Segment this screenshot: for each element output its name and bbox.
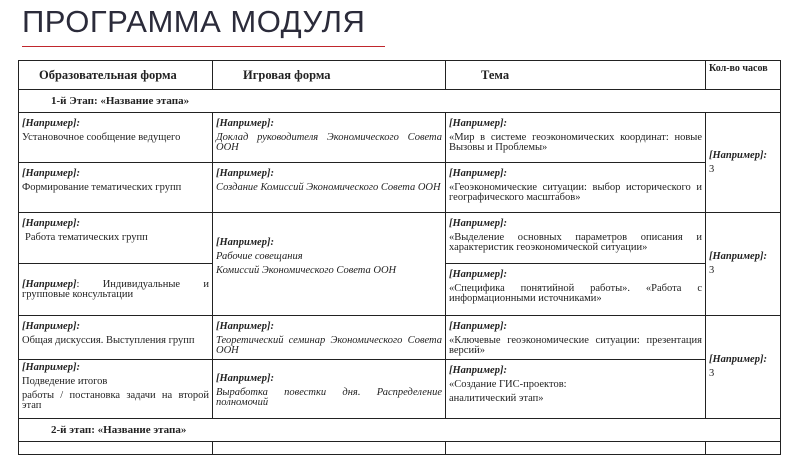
table-row bbox=[19, 316, 781, 360]
hours-cell bbox=[706, 442, 781, 455]
header-game-form: Игровая форма bbox=[213, 61, 446, 90]
title-underline bbox=[22, 46, 385, 47]
edu-cell bbox=[19, 163, 213, 213]
topic-cell bbox=[446, 113, 706, 163]
edu-text: Индивидуальные и групповые консультации bbox=[22, 278, 209, 300]
example-label: [Например]: bbox=[709, 251, 767, 262]
page-title: ПРОГРАММА МОДУЛЯ bbox=[22, 4, 366, 39]
edu-text: Установочное сообщение ведущего bbox=[22, 132, 181, 143]
example-label: [Например]: bbox=[449, 269, 507, 280]
hours-value: 3 bbox=[709, 368, 715, 379]
table-row-empty bbox=[19, 442, 781, 455]
table-row bbox=[19, 163, 781, 213]
edu-text: работы / постановка задачи на второй этап bbox=[22, 390, 209, 411]
table-row bbox=[19, 360, 781, 419]
example-label: [Например]: bbox=[449, 365, 507, 376]
example-label: [Например]: bbox=[22, 118, 80, 129]
hours-cell bbox=[706, 113, 781, 213]
topic-text: «Геоэкономические ситуации: выбор исторического и географического масштабов» bbox=[449, 182, 702, 203]
game-text: Выработка повестки дня. Распределение полномочий bbox=[216, 386, 442, 408]
example-label: [Например]: bbox=[216, 372, 274, 384]
game-cell bbox=[213, 360, 446, 419]
edu-cell bbox=[19, 213, 213, 264]
topic-text: «Выделение основных параметров описания и характеристик геоэкономической ситуации» bbox=[449, 232, 702, 253]
topic-cell bbox=[446, 163, 706, 213]
example-label: [Например]: bbox=[22, 321, 80, 332]
game-text: Теоретический семинар Экономического Совета ООН bbox=[216, 335, 442, 356]
hours-cell bbox=[706, 316, 781, 419]
topic-cell bbox=[446, 360, 706, 419]
game-cell bbox=[213, 213, 446, 316]
stage-row bbox=[19, 419, 781, 442]
game-cell bbox=[213, 316, 446, 360]
edu-text: Подведение итогов bbox=[22, 376, 108, 387]
topic-text: «Создание ГИС-проектов: bbox=[449, 379, 567, 390]
example-label: [Например] bbox=[22, 278, 77, 290]
example-label: [Например]: bbox=[449, 118, 507, 129]
example-label: [Например]: bbox=[216, 236, 274, 248]
hours-cell bbox=[706, 213, 781, 316]
topic-text: аналитический этап» bbox=[449, 393, 544, 404]
example-label: [Например]: bbox=[22, 168, 80, 179]
table-row bbox=[19, 113, 781, 163]
game-cell bbox=[213, 442, 446, 455]
example-label: [Например]: bbox=[216, 118, 274, 129]
table-row bbox=[19, 213, 781, 264]
edu-cell bbox=[19, 316, 213, 360]
edu-cell bbox=[19, 442, 213, 455]
example-label: [Например]: bbox=[216, 168, 274, 179]
edu-text: Формирование тематических групп bbox=[22, 182, 182, 193]
game-cell bbox=[213, 113, 446, 163]
game-text: Создание Комиссий Экономического Совета ООН bbox=[216, 182, 441, 193]
example-label: [Например]: bbox=[22, 362, 80, 373]
edu-text: Общая дискуссия. Выступления групп bbox=[22, 335, 195, 346]
table-header-row bbox=[19, 61, 781, 90]
game-text: Доклад руководителя Экономического Совета ООН bbox=[216, 132, 442, 153]
topic-text: «Мир в системе геоэкономических координат: новые Вызовы и Проблемы» bbox=[449, 132, 702, 153]
edu-cell bbox=[19, 113, 213, 163]
example-label: [Например]: bbox=[449, 168, 507, 179]
header-topic: Тема bbox=[446, 61, 706, 90]
game-cell bbox=[213, 163, 446, 213]
edu-cell: [Например]: Индивидуальные и групповые консультации bbox=[19, 264, 213, 316]
hours-value: 3 bbox=[709, 163, 715, 175]
game-text: Рабочие совещания bbox=[216, 250, 303, 262]
example-label: [Например]: bbox=[709, 149, 767, 161]
topic-text: «Специфика понятийной работы». «Работа с информационными источниками» bbox=[449, 283, 702, 304]
topic-cell bbox=[446, 442, 706, 455]
game-text: Комиссий Экономического Совета ООН bbox=[216, 264, 397, 276]
topic-cell bbox=[446, 316, 706, 360]
stage-row bbox=[19, 90, 781, 113]
stage-1-label: 1-й Этап: «Название этапа» bbox=[19, 90, 781, 113]
hours-value: 3 bbox=[709, 265, 715, 276]
edu-cell bbox=[19, 360, 213, 419]
header-edu-form: Образовательная форма bbox=[19, 61, 213, 90]
example-label: [Например]: bbox=[449, 321, 507, 332]
topic-cell bbox=[446, 213, 706, 264]
stage-2-label: 2-й этап: «Название этапа» bbox=[19, 419, 781, 442]
example-label: [Например]: bbox=[709, 354, 767, 365]
edu-text: Работа тематических групп bbox=[25, 232, 148, 243]
example-label: [Например]: bbox=[216, 321, 274, 332]
topic-cell bbox=[446, 264, 706, 316]
header-hours: Кол-во часов bbox=[706, 61, 781, 90]
example-label: [Например]: bbox=[449, 218, 507, 229]
example-label: [Например]: bbox=[22, 218, 80, 229]
module-program-table bbox=[18, 60, 781, 455]
topic-text: «Ключевые геоэкономические ситуации: презентация версий» bbox=[449, 335, 702, 356]
